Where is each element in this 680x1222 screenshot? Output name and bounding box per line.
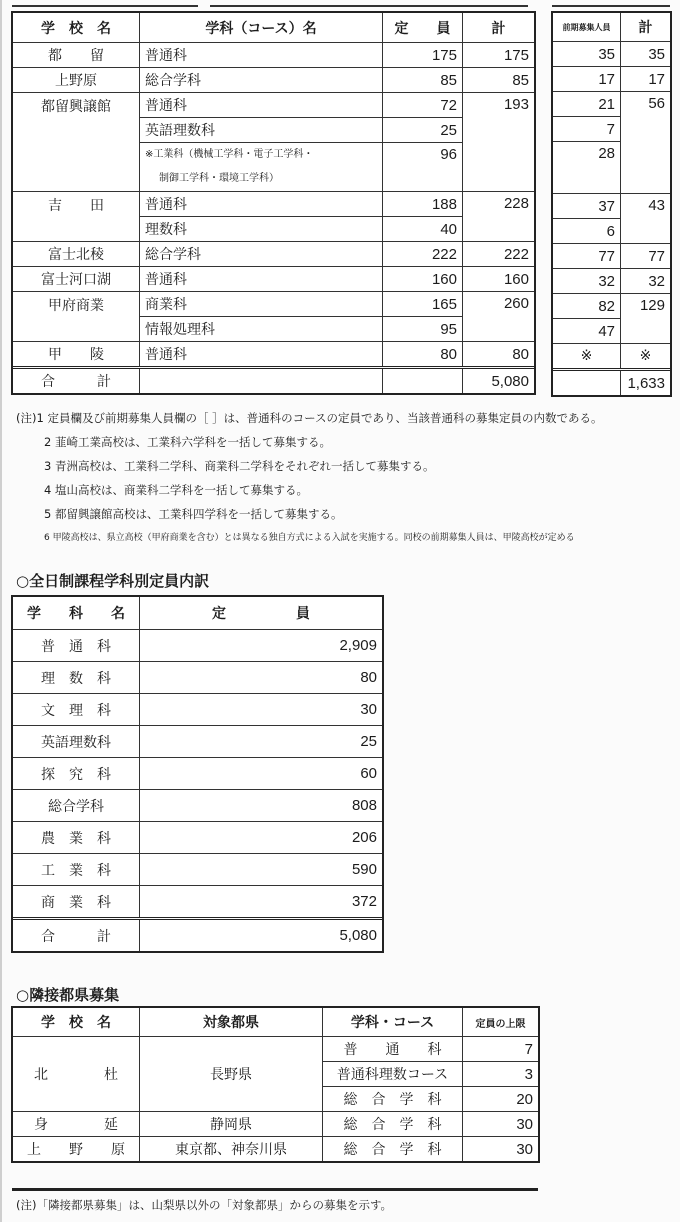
table-row [13, 1112, 539, 1137]
capacity-value: 72 [383, 93, 463, 118]
breakdown-title: ○全日制課程学科別定員内訳 [16, 572, 210, 590]
table-footer-row [553, 370, 671, 396]
table-header-row [13, 13, 535, 43]
school-name: 甲府商業 [13, 292, 140, 342]
course-name: 普通科 [140, 267, 383, 292]
table-row [553, 269, 671, 294]
header-course: 学科・コース [323, 1008, 463, 1037]
school-name: 富士河口湖 [13, 267, 140, 292]
dept-name: 工 業 科 [13, 854, 140, 886]
table-row [13, 242, 535, 267]
footer-total: 5,080 [140, 919, 383, 952]
early-total: 77 [621, 244, 671, 269]
dept-capacity: 206 [140, 822, 383, 854]
dept-capacity: 60 [140, 758, 383, 790]
capacity-value: 165 [383, 292, 463, 317]
total-value: 80 [463, 342, 535, 368]
course-name-line1: ※工業科（機械工学科・電子工学科・ [145, 149, 314, 160]
course-name: 普通科 [140, 342, 383, 368]
capacity-value: 80 [383, 342, 463, 368]
early-value: 35 [553, 42, 621, 67]
prefecture: 静岡県 [140, 1112, 323, 1137]
total-value: 228 [463, 192, 535, 242]
course-name: 普通科 [140, 93, 383, 118]
dept-name: 探 究 科 [13, 758, 140, 790]
top-rule-mid [210, 5, 528, 7]
header-prefecture: 対象都県 [140, 1008, 323, 1037]
total-value: 260 [463, 292, 535, 342]
capacity-value: 175 [383, 43, 463, 68]
table-row [553, 294, 671, 319]
early-recruitment-table [552, 12, 671, 396]
table-row [13, 822, 383, 854]
limit-value: 30 [463, 1112, 539, 1137]
dept-capacity: 2,909 [140, 630, 383, 662]
table-row [13, 292, 535, 317]
course-name-line2: 制御工学科・環境工学科） [159, 173, 279, 184]
footer-total: 5,080 [463, 368, 535, 394]
capacity-value: 188 [383, 192, 463, 217]
capacity-value: 40 [383, 217, 463, 242]
capacity-value: 222 [383, 242, 463, 267]
footer-empty [140, 368, 383, 394]
course-name-multiline [140, 143, 383, 192]
note-3: 3 青洲高校は、工業科二学科、商業科二学科をそれぞれ一括して募集する。 [44, 459, 435, 473]
course-name: 普通科 [140, 192, 383, 217]
prefecture: 長野県 [140, 1037, 323, 1112]
table-row [553, 344, 671, 370]
table-header-row [13, 597, 383, 630]
early-value: 37 [553, 194, 621, 219]
capacity-value: 95 [383, 317, 463, 342]
table-row [553, 67, 671, 92]
total-value: 85 [463, 68, 535, 93]
course-name: 総 合 学 科 [323, 1137, 463, 1162]
total-value: 193 [463, 93, 535, 192]
table-row [13, 790, 383, 822]
note-1: (注)1 定員欄及び前期募集人員欄の［ ］は、普通科のコースの定員であり、当該普通科の募集定員の内数である。 [16, 411, 603, 425]
dept-capacity: 30 [140, 694, 383, 726]
course-name: 普通科 [140, 43, 383, 68]
table-footer-row [13, 368, 535, 394]
course-name: 商業科 [140, 292, 383, 317]
course-name: 総合学科 [140, 68, 383, 93]
course-name: 総合学科 [140, 242, 383, 267]
neighbor-note: (注)「隣接都県募集」は、山梨県以外の「対象都県」からの募集を示す。 [16, 1198, 393, 1212]
school-name: 甲 陵 [13, 342, 140, 368]
course-name: 総 合 学 科 [323, 1112, 463, 1137]
dept-name: 英語理数科 [13, 726, 140, 758]
breakdown-table [12, 596, 383, 952]
table-row [13, 726, 383, 758]
limit-value: 7 [463, 1037, 539, 1062]
capacity-value: 25 [383, 118, 463, 143]
course-name: 情報処理科 [140, 317, 383, 342]
notes-block [16, 410, 676, 546]
school-name: 吉 田 [13, 192, 140, 242]
early-value-mark: ※ [553, 344, 621, 370]
school-name: 身 延 [13, 1112, 140, 1137]
table-row [13, 267, 535, 292]
limit-value: 3 [463, 1062, 539, 1087]
early-value: 21 [553, 92, 621, 117]
early-value: 82 [553, 294, 621, 319]
note-4: 4 塩山高校は、商業科二学科を一括して募集する。 [44, 483, 308, 497]
course-name: 英語理数科 [140, 118, 383, 143]
footer-total: 1,633 [621, 370, 671, 396]
neighbor-table [12, 1007, 539, 1162]
bottom-rule [12, 1188, 538, 1191]
header-capacity: 定 員 [140, 597, 383, 630]
table-row [13, 342, 535, 368]
early-value: 17 [553, 67, 621, 92]
school-name: 上野原 [13, 68, 140, 93]
limit-value: 30 [463, 1137, 539, 1162]
neighbor-title: ○隣接都県募集 [16, 986, 120, 1004]
table-row [13, 68, 535, 93]
dept-name: 農 業 科 [13, 822, 140, 854]
header-course: 学科（コース）名 [140, 13, 383, 43]
early-total: 32 [621, 269, 671, 294]
early-total: 56 [621, 92, 671, 194]
capacity-value: 160 [383, 267, 463, 292]
table-row [553, 244, 671, 269]
early-value: 28 [553, 142, 621, 194]
dept-name: 文 理 科 [13, 694, 140, 726]
total-value: 222 [463, 242, 535, 267]
dept-name: 普 通 科 [13, 630, 140, 662]
capacity-value: 85 [383, 68, 463, 93]
course-name: 理数科 [140, 217, 383, 242]
school-name: 富士北稜 [13, 242, 140, 267]
early-value: 7 [553, 117, 621, 142]
course-name: 普 通 科 [323, 1037, 463, 1062]
early-total: 35 [621, 42, 671, 67]
table-row [13, 630, 383, 662]
header-total: 計 [621, 13, 671, 42]
dept-name: 総合学科 [13, 790, 140, 822]
note-6: 6 甲陵高校は、県立高校（甲府商業を含む）とは異なる独自方式による入試を実施する。同校の前期募集人員は、甲陵高校が定める [44, 533, 575, 543]
table-row [553, 42, 671, 67]
header-dept: 学 科 名 [13, 597, 140, 630]
prefecture: 東京都、神奈川県 [140, 1137, 323, 1162]
dept-capacity: 80 [140, 662, 383, 694]
school-name: 都留興譲館 [13, 93, 140, 192]
total-value: 175 [463, 43, 535, 68]
course-name: 普通科理数コース [323, 1062, 463, 1087]
limit-value: 20 [463, 1087, 539, 1112]
total-value: 160 [463, 267, 535, 292]
early-value: 32 [553, 269, 621, 294]
dept-capacity: 590 [140, 854, 383, 886]
table-row [13, 854, 383, 886]
footer-label: 合 計 [13, 919, 140, 952]
header-total: 計 [463, 13, 535, 43]
capacity-value: 96 [383, 143, 463, 192]
early-total: 17 [621, 67, 671, 92]
top-rule-right [552, 5, 670, 7]
table-row [13, 694, 383, 726]
top-rule-left [12, 5, 198, 7]
footer-empty [383, 368, 463, 394]
table-row [13, 886, 383, 919]
table-row [13, 1137, 539, 1162]
table-row [13, 192, 535, 217]
early-total-mark: ※ [621, 344, 671, 370]
header-capacity: 定 員 [383, 13, 463, 43]
table-footer-row [13, 919, 383, 952]
early-total: 129 [621, 294, 671, 344]
note-2: 2 韮崎工業高校は、工業科六学科を一括して募集する。 [44, 435, 331, 449]
footer-empty [553, 370, 621, 396]
early-total: 43 [621, 194, 671, 244]
school-name: 北 杜 [13, 1037, 140, 1112]
dept-capacity: 808 [140, 790, 383, 822]
table-header-row [553, 13, 671, 42]
header-early: 前期募集人員 [553, 13, 621, 42]
header-school: 学 校 名 [13, 13, 140, 43]
early-value: 77 [553, 244, 621, 269]
dept-name: 理 数 科 [13, 662, 140, 694]
header-school: 学 校 名 [13, 1008, 140, 1037]
table-row [553, 194, 671, 219]
early-value: 6 [553, 219, 621, 244]
table-header-row [13, 1008, 539, 1037]
table-row [13, 1037, 539, 1062]
main-capacity-table [12, 12, 535, 394]
dept-capacity: 372 [140, 886, 383, 919]
school-name: 都 留 [13, 43, 140, 68]
footer-label: 合 計 [13, 368, 140, 394]
page-edge [0, 0, 2, 1222]
course-name: 総 合 学 科 [323, 1087, 463, 1112]
note-5: 5 都留興譲館高校は、工業科四学科を一括して募集する。 [44, 507, 343, 521]
school-name: 上 野 原 [13, 1137, 140, 1162]
dept-capacity: 25 [140, 726, 383, 758]
table-row [13, 662, 383, 694]
header-limit: 定員の上限 [463, 1008, 539, 1037]
table-row [13, 43, 535, 68]
dept-name: 商 業 科 [13, 886, 140, 919]
table-row [13, 758, 383, 790]
table-row [13, 93, 535, 118]
table-row [553, 92, 671, 117]
early-value: 47 [553, 319, 621, 344]
